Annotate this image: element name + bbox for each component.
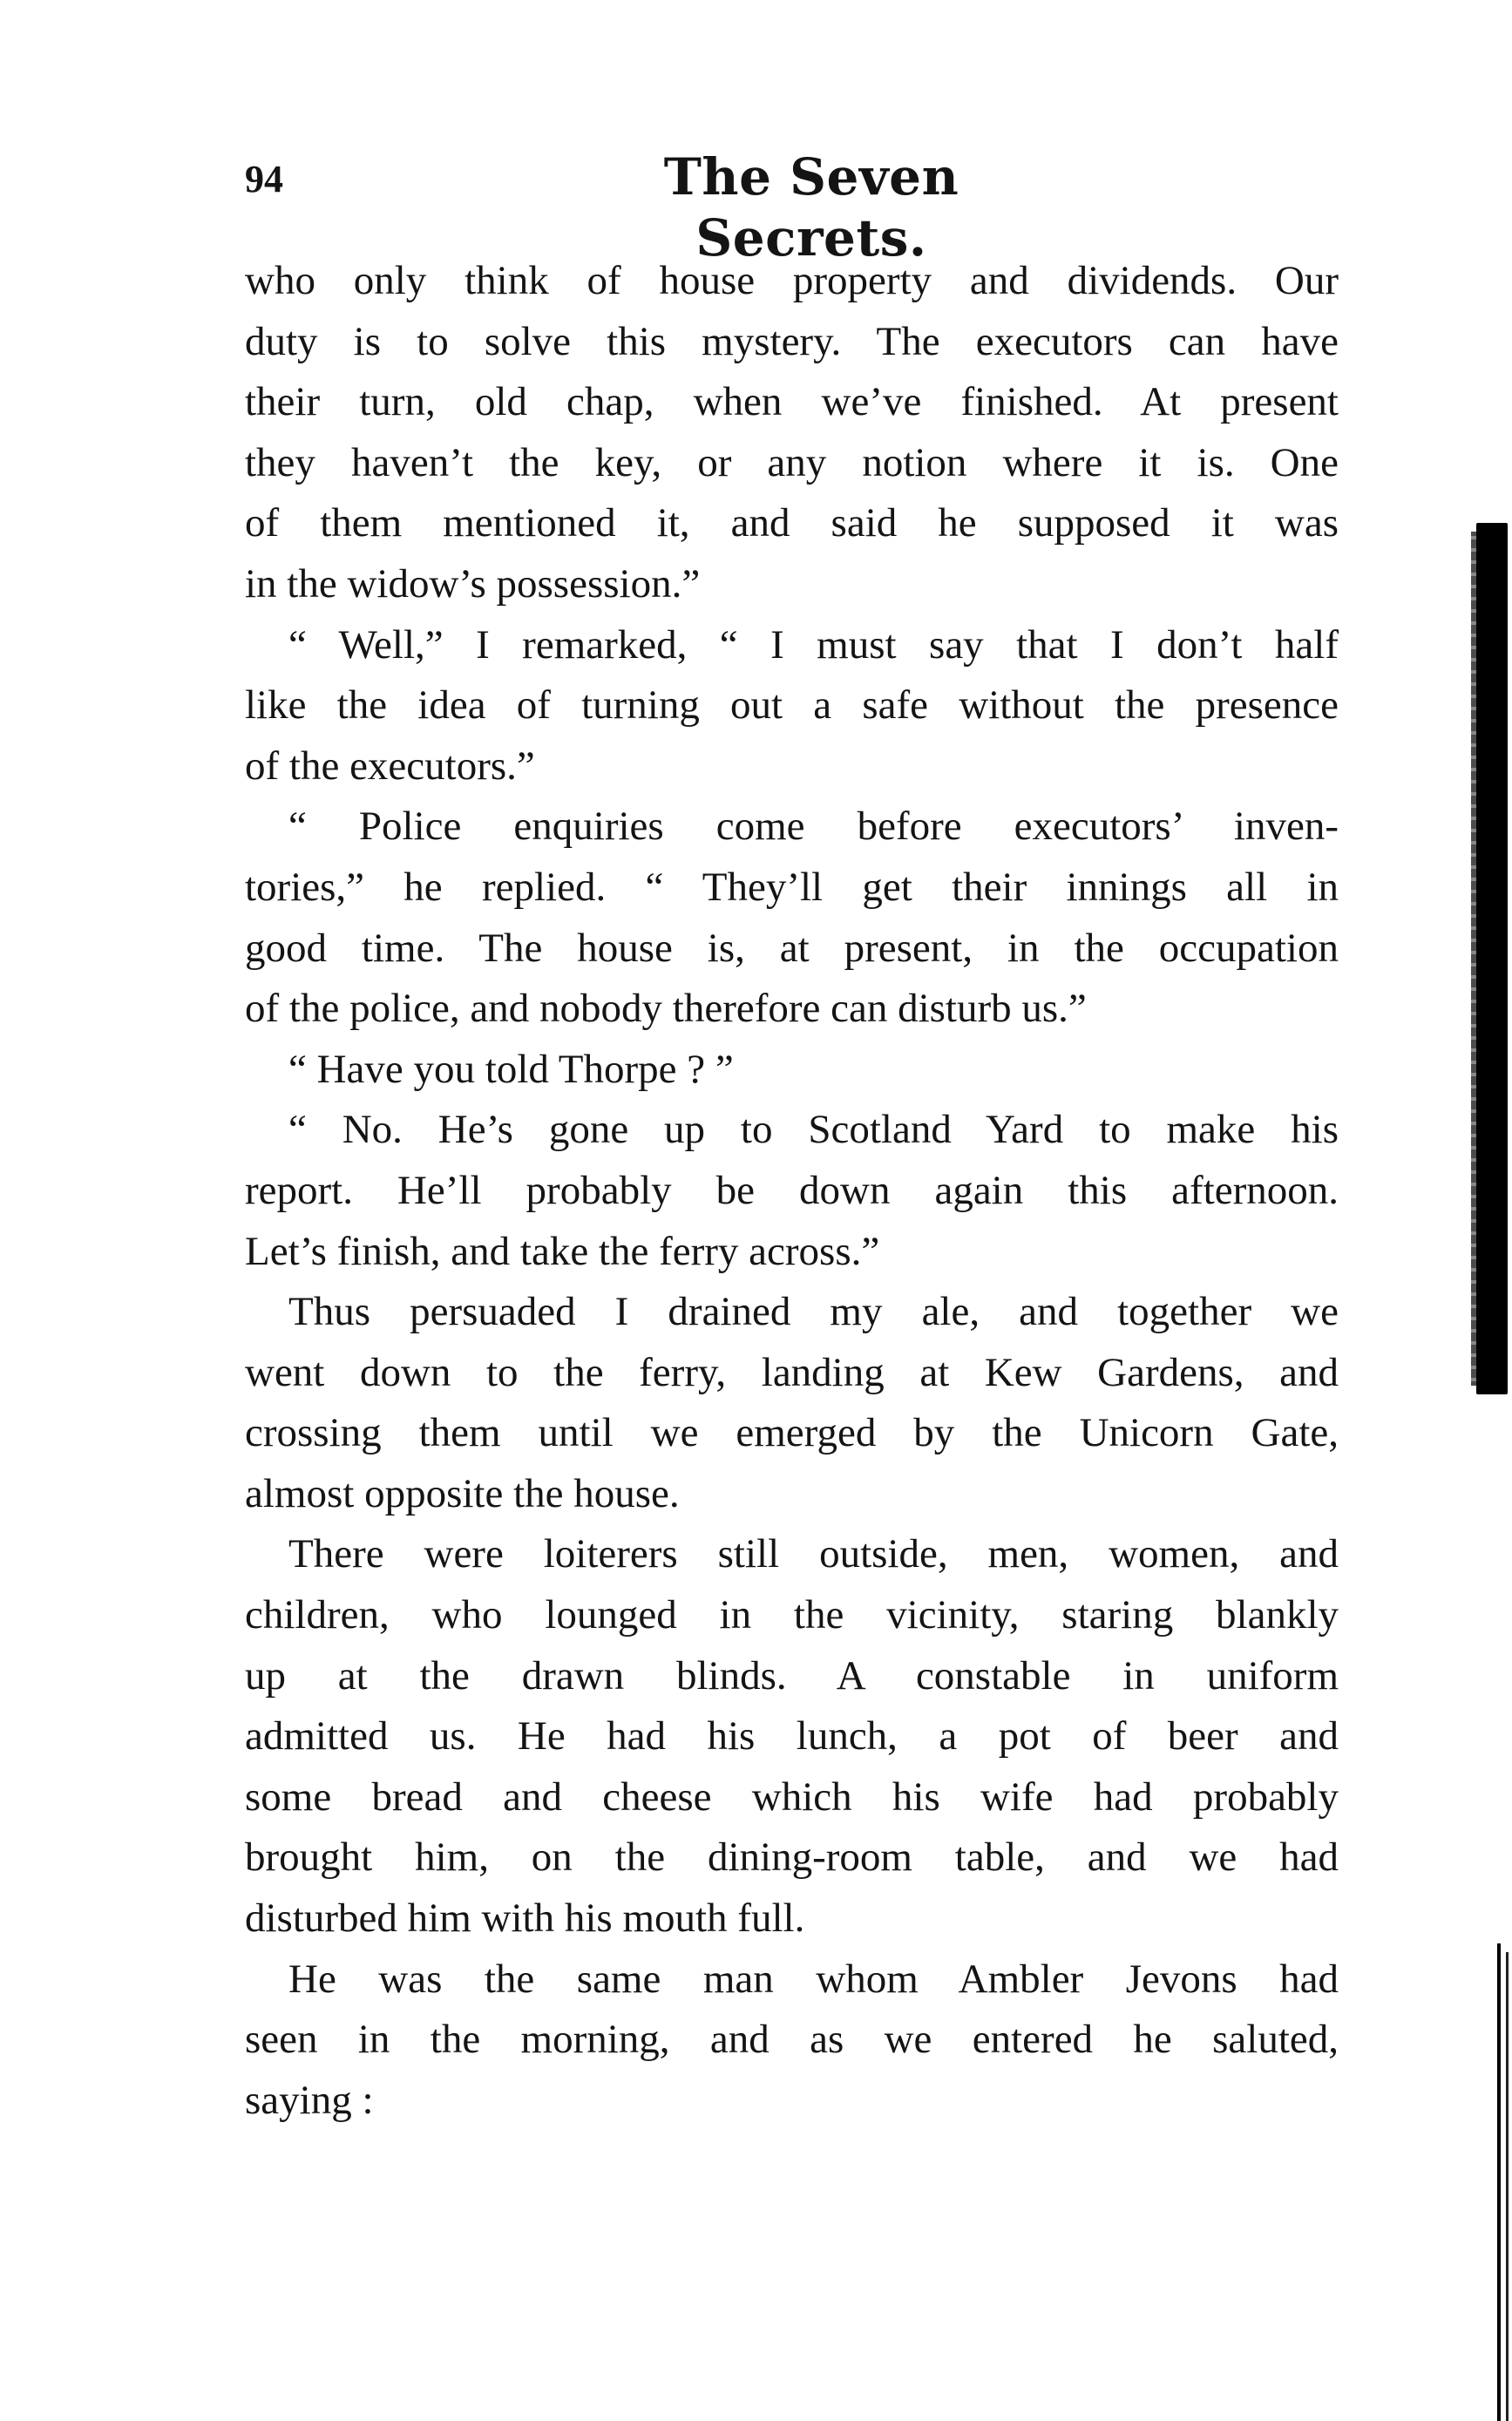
scan-edge-line	[1506, 1952, 1509, 2421]
text-line: crossing them until we emerged by the Unicorn Gate,	[245, 1410, 1339, 1456]
text-line: of the police, and nobody therefore can disturb us.”	[245, 986, 1087, 1032]
paragraph	[245, 251, 1339, 615]
text-line: of the executors.”	[245, 743, 535, 789]
text-line: disturbed him with his mouth full.	[245, 1895, 805, 1942]
paragraph	[245, 1040, 1339, 1101]
text-line: Let’s finish, and take the ferry across.”	[245, 1228, 880, 1274]
text-line: report. He’ll probably be down again this afternoon.	[245, 1167, 1339, 1213]
page-number: 94	[245, 158, 283, 200]
scan-edge-line	[1497, 1943, 1501, 2421]
paragraph	[245, 1524, 1339, 1949]
text-line: There were loiterers still outside, men, women, and	[288, 1531, 1339, 1577]
scan-shadow-bar	[1476, 523, 1508, 1394]
text-line: good time. The house is, at present, in the occupation	[245, 925, 1339, 971]
paragraph	[245, 615, 1339, 797]
text-line: in the widow’s possession.”	[245, 560, 701, 607]
text-line: admitted us. He had his lunch, a pot of beer and	[245, 1713, 1339, 1760]
paragraph	[245, 1950, 1339, 2132]
text-line: up at the drawn blinds. A constable in uniform	[245, 1652, 1339, 1699]
paragraph	[245, 1282, 1339, 1524]
text-line: went down to the ferry, landing at Kew Gardens, and	[245, 1349, 1339, 1395]
paragraph	[245, 1100, 1339, 1282]
text-line: they haven’t the key, or any notion where it is. One	[245, 439, 1339, 485]
text-line: some bread and cheese which his wife had probably	[245, 1773, 1339, 1820]
text-line: “ Police enquiries come before executors’ inven-	[288, 804, 1339, 850]
text-line: “ Have you told Thorpe ? ”	[288, 1046, 734, 1092]
text-line: almost opposite the house.	[245, 1470, 680, 1516]
running-title: The Seven Secrets.	[663, 147, 959, 268]
text-line: saying :	[245, 2077, 374, 2123]
text-line: tories,” he replied. “ They’ll get their innings all in	[245, 864, 1339, 910]
text-line: Thus persuaded I drained my ale, and together we	[288, 1289, 1339, 1335]
text-line: “ Well,” I remarked, “ I must say that I don’t half	[288, 621, 1339, 668]
body-text	[245, 251, 1339, 2131]
text-line: “ No. He’s gone up to Scotland Yard to make his	[288, 1107, 1339, 1153]
text-line: like the idea of turning out a safe without the presence	[245, 682, 1339, 729]
paragraph	[245, 797, 1339, 1039]
text-line: He was the same man whom Ambler Jevons had	[288, 1956, 1339, 2002]
text-line: seen in the morning, and as we entered he saluted,	[245, 2017, 1339, 2063]
text-line: who only think of house property and dividends. Our	[245, 258, 1339, 303]
text-line: duty is to solve this mystery. The executors can have	[245, 318, 1339, 364]
page-header	[245, 146, 1340, 268]
text-line: of them mentioned it, and said he supposed it was	[245, 500, 1339, 546]
text-line: their turn, old chap, when we’ve finished. At present	[245, 379, 1339, 425]
text-line: children, who lounged in the vicinity, staring blankly	[245, 1592, 1339, 1638]
text-line: brought him, on the dining-room table, and we had	[245, 1834, 1339, 1881]
